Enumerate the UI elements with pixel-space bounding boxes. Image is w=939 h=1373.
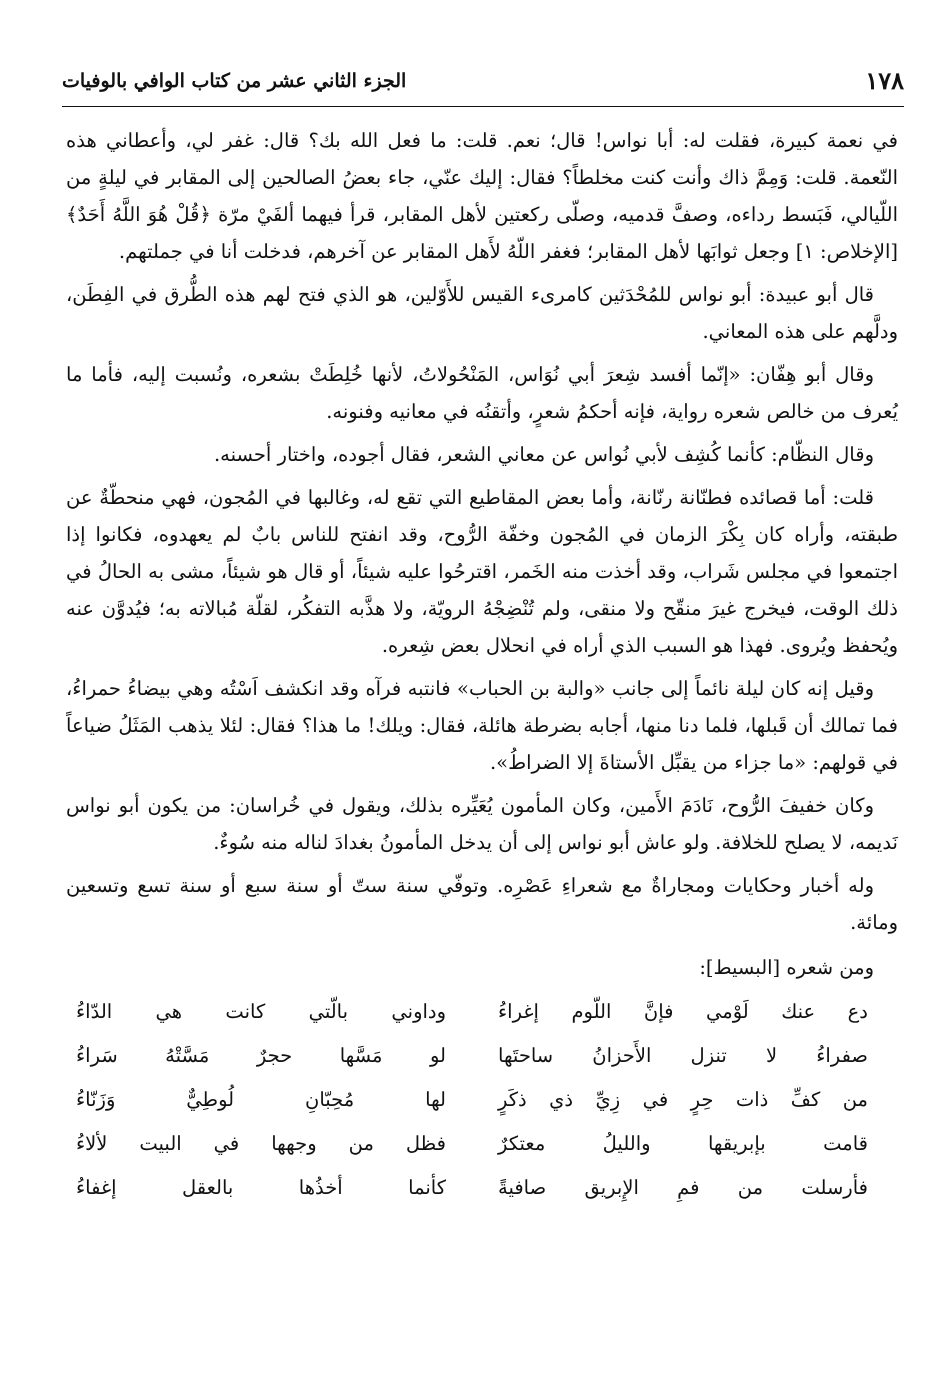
verse-second-hemistich: وداوني بالّتي كانت هي الدّاءُ xyxy=(76,1000,446,1023)
body-text xyxy=(66,122,898,1210)
paragraph-death-date: وله أخبار وحكايات ومجاراةٌ مع شعراءِ عَصْرِه. وتوفّي سنة ستّ أو سنة سبع أو سنة تسع وتسعين ومائة. xyxy=(66,874,898,934)
paragraph-author-comment: قلت: أما قصائده فطنّانة رنّانة، وأما بعض المقاطيع التي تقع له، وغالبها في المُجون، فهي منحطّةٌ عن طبقته، وأراه كان بِكْرَ الزمان في المُجون وخفّة الرُّوح، وقد انفتح للناس بابٌ لم يعهدوه، فكانوا إذا اجتمعوا في مجلس شَراب، وقد أخذت منه الخَمر، اقترحُوا عليه شيئاً، أو قال هو شيئاً، مشى به الحالُ في ذلك الوقت، فيخرج غيرَ منقّح ولا منقى، ولم تُنْضِجْهُ الرويّة، ولا هذَّبه التفكُر، لقلّة مُبالاته به؛ فيُدوَّن عنه ويُحفظ ويُروى. فهذا هو السبب الذي أراه في انحلال بعض شِعره. xyxy=(66,486,898,657)
verse-second-hemistich: لها مُحِبّانِ لُوطِيٌّ وَزَنّاءُ xyxy=(76,1088,446,1111)
verse-first-hemistich: صفراءُ لا تنزل الأَحزانُ ساحتَها xyxy=(498,1044,868,1067)
paragraph-waliba-anecdote: وقيل إنه كان ليلة نائماً إلى جانب «والبة بن الحباب» فانتبه فرآه وقد انكشف اَسْتُه وهي بيضاءُ حمراءُ، فما تمالك أن قَبلها، فلما دنا منها، أجابه بضرطة هائلة، فقال: ويلك! ما هذا؟ فقال: لئلا يذهب المَثَلُ ضياعاً في قولهم: «ما جزاء من يقبِّل الأستاةَ إلا الضراطُ». xyxy=(66,677,898,774)
verse-second-hemistich: كأنما أخذُها بالعقل إغفاءُ xyxy=(76,1176,446,1199)
verse-second-hemistich: فظل من وجهها في البيت لألاءُ xyxy=(76,1132,446,1155)
verse-first-hemistich: من كفِّ ذات حِرٍ في زِيِّ ذي ذكَرٍ xyxy=(498,1088,868,1111)
poem-verse xyxy=(66,1034,898,1078)
paragraph-nazzam: وقال النظّام: كأنما كُشِف لأبي نُواس عن معاني الشعر، فقال أجوده، واختار أحسنه. xyxy=(213,443,874,466)
paragraph-amin-mamun: وكان خفيفَ الرُّوح، نَادَمَ الأَمين، وكان المأمون يُعَيِّره بذلك، ويقول في خُراسان: من يكون أبو نواس نَديمه، لا يصلح للخلافة. ولو عاش أبو نواس إلى أن يدخل المأمونُ بغدادَ لناله منه سُوءٌ. xyxy=(66,794,898,854)
verse-first-hemistich: قامت بإبريقها والليلُ معتكرٌ xyxy=(498,1132,868,1155)
paragraph-abu-hiffan: وقال أبو هِفّان: «إنّما أفسد شِعرَ أبي نُوَاس، المَنْحُولاتُ، لأنها خُلِطَتْ بشعره، ونُسبت إليه، فأما ما يُعرف من خالص شعره رواية، فإنه أحكمُ شعرٍ، وأتقنُه في معانيه وفنونه. xyxy=(66,363,898,423)
poem-verse xyxy=(66,1122,898,1166)
poem-verse xyxy=(66,1166,898,1210)
poem xyxy=(66,990,898,1210)
running-title: الجزء الثاني عشر من كتاب الوافي بالوفيات xyxy=(62,70,407,92)
page-number: ١٧٨ xyxy=(865,66,904,95)
verse-first-hemistich: فأرسلت من فمِ الإِبريق صافيةً xyxy=(498,1176,868,1199)
paragraph-abu-ubaida: قال أبو عبيدة: أبو نواس للمُحْدَثين كامرىء القيس للأَوّلين، هو الذي فتح لهم هذه الطُّرق في الفِطَن، ودلَّهم على هذه المعاني. xyxy=(66,283,898,343)
paragraph-dream-story: في نعمة كبيرة، فقلت له: أبا نواس! قال؛ نعم. قلت: ما فعل الله بك؟ قال: غفر لي، وأعطاني هذه النّعمة. قلت: وَمِمَّ ذاك وأنت كنت مخلطاً؟ فقال: إليك عنّي، جاء بعضُ الصالحين إلى المقابر في ليلةٍ من اللّيالي، فَبَسط رداءه، وصفَّ قدميه، وصلّى ركعتين لأهل المقابر، قرأ فيهما ألفَيْ مرّة ﴿قُلْ هُوَ اللَّهُ أَحَدٌ﴾ [الإخلاص: ١] وجعل ثوابَها لأهل المقابر؛ فغفر اللّهُ لأَهل المقابر عن آخرهم، فدخلت أنا في جملتهم. xyxy=(66,129,898,263)
poem-verse xyxy=(66,1078,898,1122)
verse-first-hemistich: دع عنك لَوْمي فإنَّ اللّوم إغراءُ xyxy=(498,1000,868,1023)
poem-verse xyxy=(66,990,898,1034)
header-divider xyxy=(62,106,904,107)
page-header xyxy=(62,62,904,104)
poem-intro: ومن شعره [البسيط]: xyxy=(699,956,874,979)
verse-second-hemistich: لو مَسَّها حجرٌ مَسَّتْهُ سَراءُ xyxy=(76,1044,446,1067)
